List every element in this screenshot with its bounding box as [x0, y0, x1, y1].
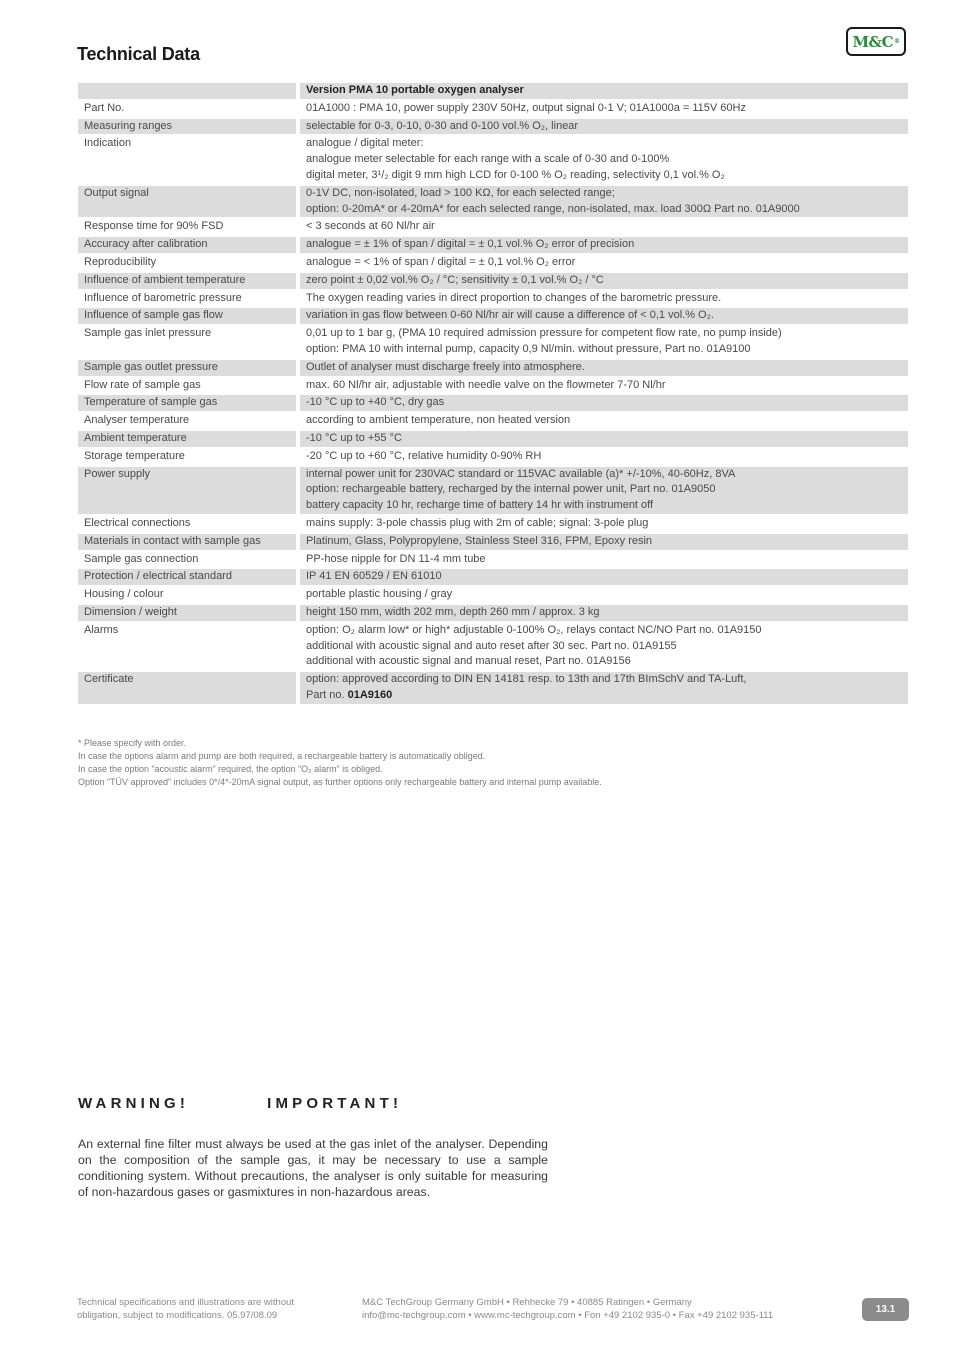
- row-value: [300, 237, 908, 253]
- table-row: [78, 413, 908, 429]
- table-row: [78, 516, 908, 532]
- row-value-line: additional with acoustic signal and auto reset after 30 sec. Part no. 01A9155: [306, 639, 677, 652]
- row-label: Response time for 90% FSD: [78, 219, 300, 235]
- row-value: [300, 255, 908, 271]
- row-value: [300, 449, 908, 465]
- row-value-line: internal power unit for 230VAC standard or 115VAC available (a)* +/-10%, 40-60Hz, 8VA: [306, 467, 736, 480]
- row-value-line: -10 °C up to +40 °C, dry gas: [306, 396, 445, 409]
- row-value: [300, 395, 908, 411]
- row-value: [300, 326, 908, 358]
- table-row: [78, 467, 908, 514]
- row-value-line: option: rechargeable battery, recharged by the internal power unit, Part no. 01A9050: [306, 483, 716, 496]
- row-value-line: additional with acoustic signal and manual reset, Part no. 01A9156: [306, 655, 631, 668]
- table-header-key: [78, 83, 300, 99]
- row-label: Analyser temperature: [78, 413, 300, 429]
- row-value-line: analogue meter selectable for each range with a scale of 0-30 and 0-100%: [306, 153, 670, 166]
- row-value: [300, 360, 908, 376]
- row-label: Part No.: [78, 101, 300, 117]
- table-row: [78, 291, 908, 307]
- row-value: [300, 219, 908, 235]
- row-value-line: -10 °C up to +55 °C: [306, 431, 402, 444]
- table-row: [78, 237, 908, 253]
- row-value: [300, 467, 908, 514]
- row-value-line: The oxygen reading varies in direct proportion to changes of the barometric pressure.: [306, 291, 722, 304]
- row-label: Temperature of sample gas: [78, 395, 300, 411]
- table-header-value: Version PMA 10 portable oxygen analyser: [300, 83, 908, 99]
- table-header-row: [78, 83, 908, 99]
- row-label: Influence of barometric pressure: [78, 291, 300, 307]
- row-label: Materials in contact with sample gas: [78, 534, 300, 550]
- row-label: Protection / electrical standard: [78, 569, 300, 585]
- technical-data-table-body: [78, 83, 908, 704]
- row-value-line: [306, 688, 902, 704]
- row-label: Sample gas outlet pressure: [78, 360, 300, 376]
- footer-contact: [362, 1297, 842, 1322]
- row-value-line: analogue = ± 1% of span / digital = ± 0,1 vol.% O₂ error of precision: [306, 238, 635, 251]
- footer-disclaimer: [77, 1297, 337, 1322]
- row-label: Housing / colour: [78, 587, 300, 603]
- footnote: In case the option “acoustic alarm” required, the option “O₂ alarm” is obliged.: [78, 764, 383, 774]
- table-row: [78, 569, 908, 585]
- row-value: [300, 273, 908, 289]
- row-value-line: variation in gas flow between 0-60 Nl/hr air will cause a difference of < 0,1 vol.% O₂.: [306, 309, 714, 322]
- footer-address: M&C TechGroup Germany GmbH • Rehhecke 79 • 40885 Ratingen • Germany: [362, 1297, 692, 1308]
- part-number: 01A9160: [347, 688, 393, 701]
- row-value-line: PP-hose nipple for DN 11-4 mm tube: [306, 552, 486, 565]
- row-value-line: battery capacity 10 hr, recharge time of battery 14 hr with instrument off: [306, 499, 654, 512]
- row-value: [300, 587, 908, 603]
- row-value: [300, 308, 908, 324]
- row-label: Influence of sample gas flow: [78, 308, 300, 324]
- table-row: [78, 136, 908, 183]
- row-value-line: Platinum, Glass, Polypropylene, Stainless Steel 316, FPM, Epoxy resin: [306, 534, 653, 547]
- row-value-line: < 3 seconds at 60 Nl/hr air: [306, 220, 435, 233]
- row-label: Electrical connections: [78, 516, 300, 532]
- logo-registered-mark: ®: [894, 38, 900, 45]
- row-value-line: max. 60 Nl/hr air, adjustable with needle valve on the flowmeter 7-70 Nl/hr: [306, 378, 666, 391]
- row-label: Influence of ambient temperature: [78, 273, 300, 289]
- row-label: Storage temperature: [78, 449, 300, 465]
- table-row: [78, 587, 908, 603]
- row-label: Alarms: [78, 623, 300, 670]
- row-value-line: according to ambient temperature, non heated version: [306, 414, 571, 427]
- warning-label: WARNING!: [78, 1095, 190, 1112]
- table-row: [78, 378, 908, 394]
- footnote: * Please specify with order.: [78, 738, 187, 748]
- table-row: [78, 308, 908, 324]
- row-value-line: analogue / digital meter:: [306, 137, 424, 150]
- row-label: Power supply: [78, 467, 300, 514]
- row-label: Measuring ranges: [78, 119, 300, 135]
- table-row: [78, 219, 908, 235]
- row-label: Reproducibility: [78, 255, 300, 271]
- table-row: [78, 119, 908, 135]
- row-value-line: IP 41 EN 60529 / EN 61010: [306, 570, 442, 583]
- row-value: [300, 119, 908, 135]
- row-label: Ambient temperature: [78, 431, 300, 447]
- table-row: [78, 605, 908, 621]
- table-row: [78, 326, 908, 358]
- footer-contact-details: info@mc-techgroup.com • www.mc-techgroup.com • Fon +49 2102 935-0 • Fax +49 2102 935-111: [362, 1309, 774, 1321]
- table-row: [78, 672, 908, 704]
- row-value: [300, 569, 908, 585]
- footnotes: [78, 737, 858, 789]
- row-value-line: zero point ± 0,02 vol.% O₂ / °C; sensitivity ± 0,1 vol.% O₂ / °C: [306, 273, 604, 286]
- footer-disclaimer-line: obligation, subject to modifications. 05.97/08.09: [77, 1309, 278, 1321]
- warning-heading: [78, 1095, 402, 1112]
- footer-disclaimer-line: Technical specifications and illustrations are without: [77, 1297, 295, 1308]
- table-row: [78, 395, 908, 411]
- row-value: [300, 431, 908, 447]
- page-number-badge: 13.1: [862, 1298, 909, 1321]
- row-value: [300, 186, 908, 218]
- row-value: [300, 378, 908, 394]
- row-value-line: 0-1V DC, non-isolated, load > 100 KΩ, for each selected range;: [306, 186, 615, 199]
- row-value-line: analogue = < 1% of span / digital = ± 0,1 vol.% O₂ error: [306, 255, 576, 268]
- footnote: In case the options alarm and pump are both required, a rechargeable battery is automatically obliged.: [78, 751, 486, 761]
- row-value-line: -20 °C up to +60 °C, relative humidity 0-90% RH: [306, 449, 542, 462]
- table-row: [78, 623, 908, 670]
- row-value: [300, 413, 908, 429]
- row-value-line: 0,01 up to 1 bar g, (PMA 10 required admission pressure for competent flow rate, no pump inside): [306, 327, 782, 340]
- row-value-line: option: approved according to DIN EN 14181 resp. to 13th and 17th BImSchV and TA-Luft,: [306, 673, 747, 686]
- row-label: Certificate: [78, 672, 300, 704]
- row-value-line: option: PMA 10 with internal pump, capacity 0,9 Nl/min. without pressure, Part no. 01A9100: [306, 342, 751, 355]
- row-value-line: selectable for 0-3, 0-10, 0-30 and 0-100 vol.% O₂, linear: [306, 119, 579, 132]
- company-logo: [846, 27, 906, 56]
- row-value: [300, 623, 908, 670]
- row-value: [300, 136, 908, 183]
- important-label: IMPORTANT!: [267, 1095, 403, 1112]
- row-value: [300, 101, 908, 117]
- row-label: Sample gas connection: [78, 552, 300, 568]
- table-row: [78, 449, 908, 465]
- table-row: [78, 552, 908, 568]
- row-value-line: 01A1000 : PMA 10, power supply 230V 50Hz, output signal 0-1 V; 01A1000a = 115V 60Hz: [306, 101, 746, 114]
- table-row: [78, 273, 908, 289]
- part-number-prefix: Part no.: [306, 688, 348, 701]
- row-value: [300, 552, 908, 568]
- row-value: [300, 605, 908, 621]
- row-label: Sample gas inlet pressure: [78, 326, 300, 358]
- row-value-line: option: 0-20mA* or 4-20mA* for each selected range, non-isolated, max. load 300Ω Part no. 01A9000: [306, 202, 800, 215]
- row-label: Flow rate of sample gas: [78, 378, 300, 394]
- row-value-line: portable plastic housing / gray: [306, 588, 453, 601]
- row-value-line: option: O₂ alarm low* or high* adjustable 0-100% O₂, relays contact NC/NO Part no. 01A9150: [306, 623, 762, 636]
- page-title: Technical Data: [77, 44, 200, 64]
- table-row: [78, 186, 908, 218]
- footnote: Option “TÜV approved” includes 0*/4*-20mA signal output, as further options only rechargeable battery and internal pump available.: [78, 777, 602, 787]
- technical-data-table: [78, 81, 908, 706]
- logo-text: M&C: [852, 32, 894, 51]
- row-value-line: Outlet of analyser must discharge freely into atmosphere.: [306, 360, 585, 373]
- row-value: [300, 516, 908, 532]
- row-label: Indication: [78, 136, 300, 183]
- row-label: Dimension / weight: [78, 605, 300, 621]
- row-label: Output signal: [78, 186, 300, 218]
- table-row: [78, 360, 908, 376]
- row-value: [300, 534, 908, 550]
- row-value-line: height 150 mm, width 202 mm, depth 260 mm / approx. 3 kg: [306, 605, 600, 618]
- row-value: [300, 291, 908, 307]
- row-value: [300, 672, 908, 704]
- row-value-line: digital meter, 3¹/₂ digit 9 mm high LCD for 0-100 % O₂ reading, selectivity 0,1 vol.% O₂: [306, 168, 725, 181]
- row-label: Accuracy after calibration: [78, 237, 300, 253]
- table-row: [78, 255, 908, 271]
- row-value-line: mains supply: 3-pole chassis plug with 2m of cable; signal: 3-pole plug: [306, 516, 649, 529]
- table-row: [78, 534, 908, 550]
- warning-text: An external fine filter must always be used at the gas inlet of the analyser. Depending on the composition of the sample gas, it may be necessary to use a sample conditioning system. Without precautions, the analyser is only suitable for measuring of non-hazardous gases or gasmixtures in non-hazardous areas.: [78, 1137, 548, 1199]
- table-row: [78, 101, 908, 117]
- table-row: [78, 431, 908, 447]
